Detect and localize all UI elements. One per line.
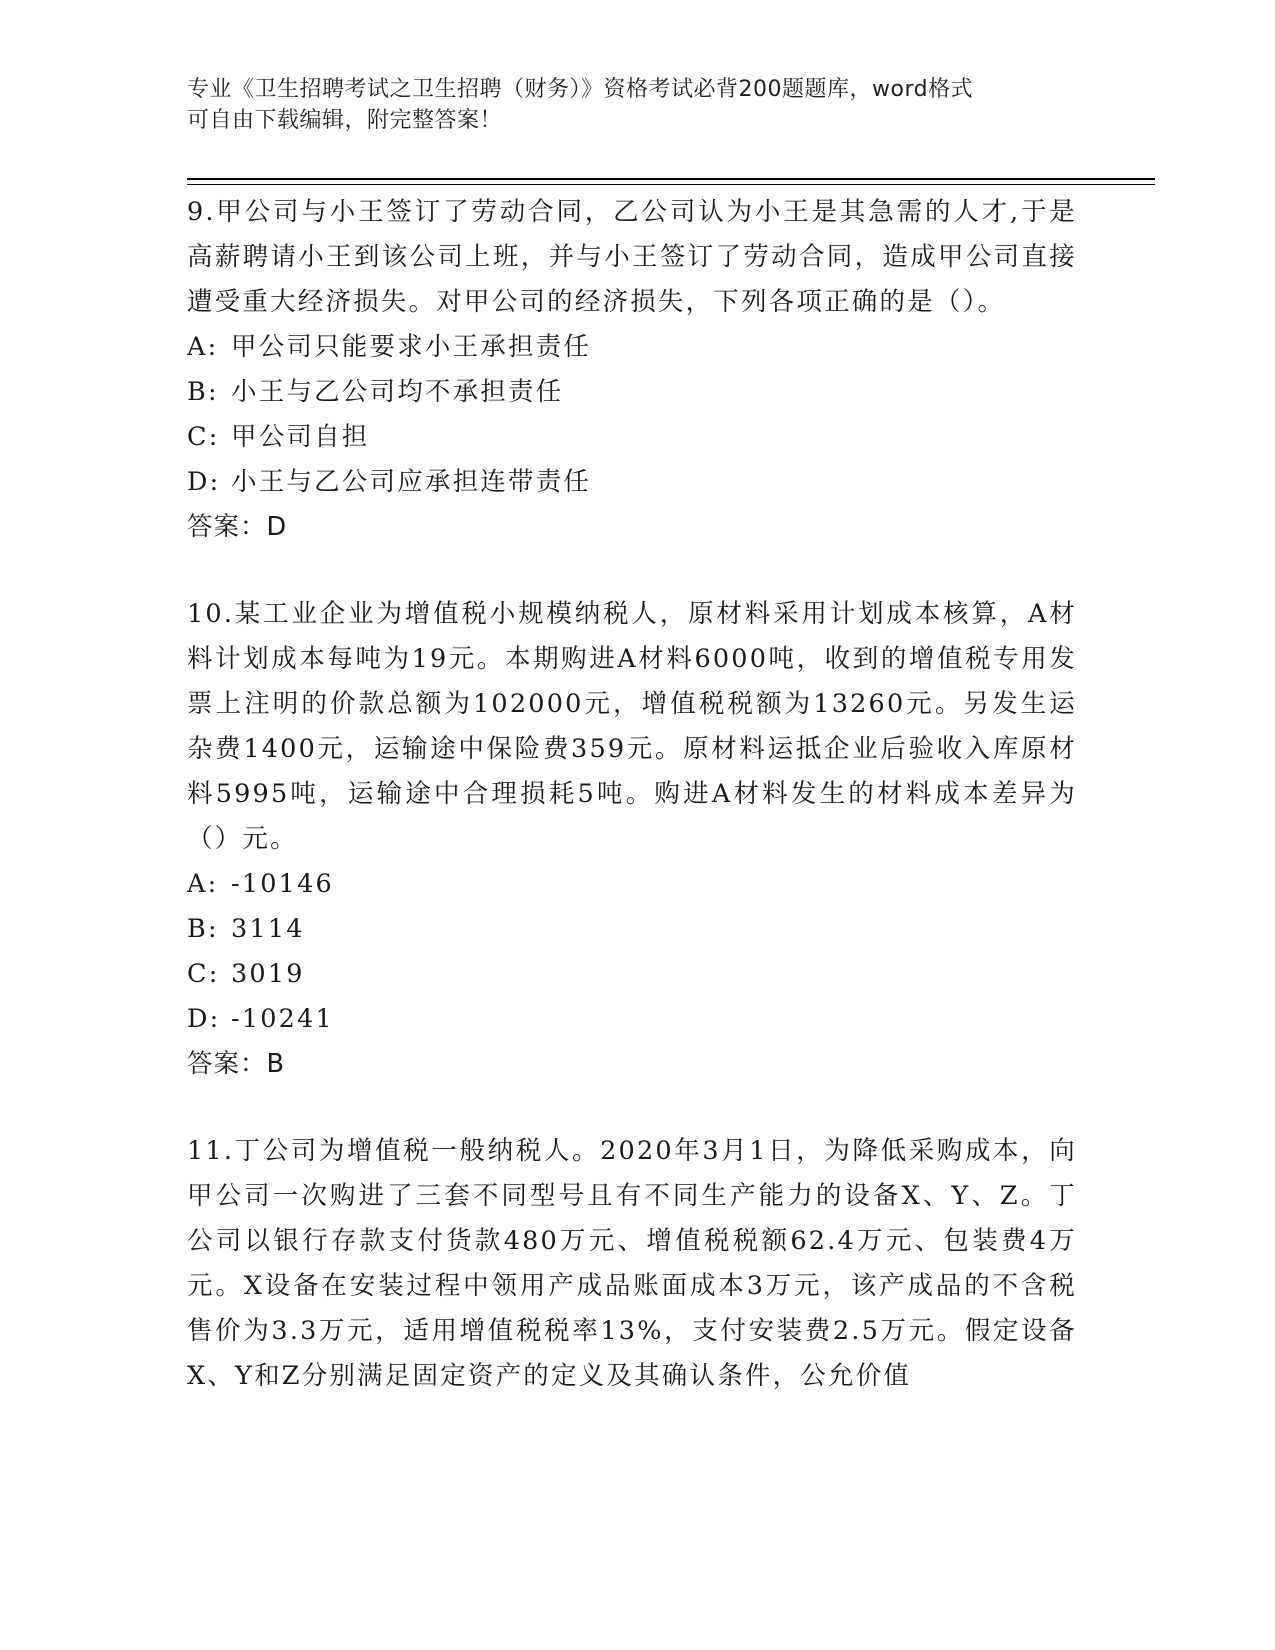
option-a	[187, 325, 1077, 370]
question-list	[187, 190, 1077, 1441]
question-10	[187, 592, 1077, 1087]
question-text: 10.某工业企业为增值税小规模纳税人，原材料采用计划成本核算，A材料计划成本每吨为19元。本期购进A材料6000吨，收到的增值税专用发票上注明的价款总额为102000元，增值税税额为13260元。另发生运杂费1400元，运输途中保险费359元。原材料运抵企业后验收入库原材料5995吨，运输途中合理损耗5吨。购进A材料发生的材料成本差异为（）元。	[187, 599, 1077, 854]
answer-line: 答案：D	[187, 512, 288, 542]
option-letter: C:	[187, 959, 220, 989]
option-text: 甲公司自担	[231, 422, 370, 452]
header-divider-thin	[187, 184, 1155, 185]
answer-line: 答案：B	[187, 1049, 285, 1079]
option-text: 3114	[231, 914, 305, 944]
option-a	[187, 862, 1077, 907]
option-letter: A:	[187, 332, 219, 362]
option-text: 甲公司只能要求小王承担责任	[231, 332, 592, 362]
option-c	[187, 415, 1077, 460]
option-letter: D:	[187, 1004, 221, 1034]
option-text: 小王与乙公司均不承担责任	[231, 377, 564, 407]
option-letter: B:	[187, 914, 219, 944]
question-11	[187, 1129, 1077, 1399]
question-text: 11.丁公司为增值税一般纳税人。2020年3月1日，为降低采购成本，向甲公司一次购进了三套不同型号且有不同生产能力的设备X、Y、Z。丁公司以银行存款支付货款480万元、增值税税额62.4万元、包装费4万元。X设备在安装过程中领用产成品账面成本3万元，该产成品的不含税售价为3.3万元，适用增值税税率13%，支付安装费2.5万元。假定设备X、Y和Z分别满足固定资产的定义及其确认条件，公允价值	[187, 1136, 1077, 1391]
option-text: 3019	[231, 959, 305, 989]
header-divider-thick	[187, 178, 1155, 180]
option-c	[187, 952, 1077, 997]
document-header	[187, 74, 1087, 136]
option-letter: A:	[187, 869, 219, 899]
option-text: -10241	[231, 1004, 334, 1034]
option-letter: C:	[187, 422, 220, 452]
option-d	[187, 997, 1077, 1042]
option-letter: D:	[187, 467, 221, 497]
option-text: -10146	[231, 869, 334, 899]
question-9	[187, 190, 1077, 550]
header-title-line-2: 可自由下载编辑，附完整答案！	[187, 108, 503, 133]
option-d	[187, 460, 1077, 505]
option-b	[187, 907, 1077, 952]
option-letter: B:	[187, 377, 219, 407]
option-b	[187, 370, 1077, 415]
question-text: 9.甲公司与小王签订了劳动合同，乙公司认为小王是其急需的人才,于是高薪聘请小王到该公司上班，并与小王签订了劳动合同，造成甲公司直接遭受重大经济损失。对甲公司的经济损失，下列各项正确的是（）。	[187, 197, 1077, 317]
header-title-line-1: 专业《卫生招聘考试之卫生招聘（财务）》资格考试必背200题题库，word格式	[187, 77, 974, 102]
option-text: 小王与乙公司应承担连带责任	[231, 467, 592, 497]
